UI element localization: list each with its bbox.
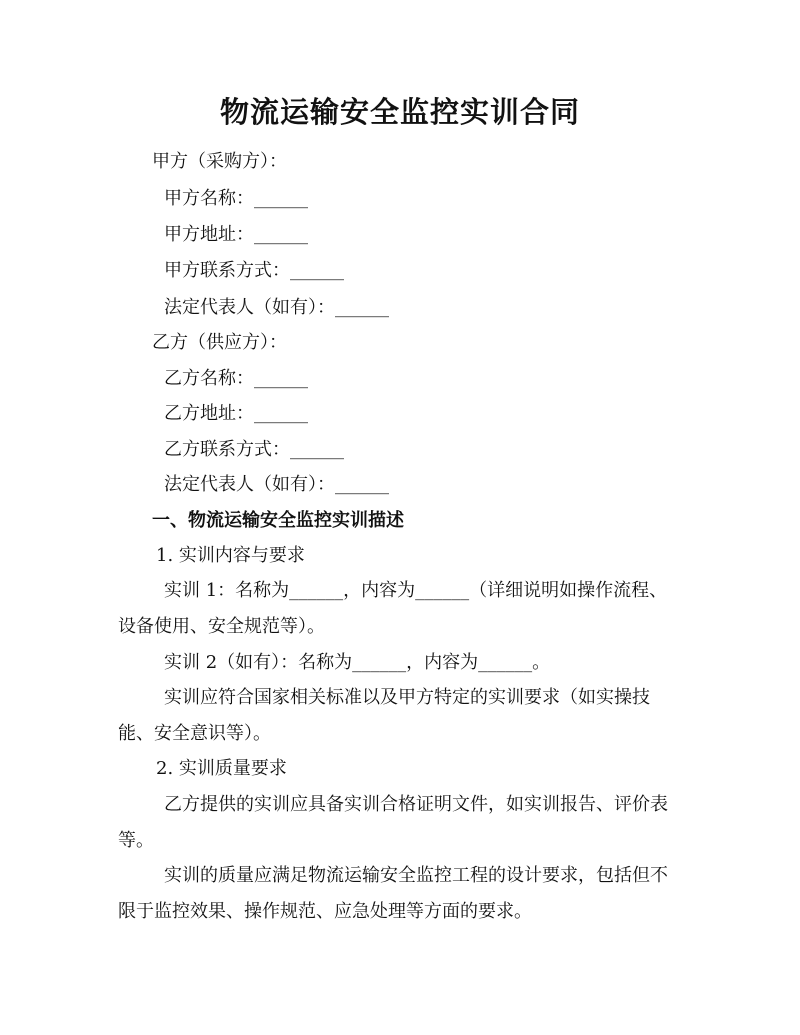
training-1-paragraph-line-1: 实训 1：名称为______，内容为______（详细说明如操作流程、 bbox=[164, 580, 668, 601]
training-1-paragraph-line-2: 设备使用、安全规范等）。 bbox=[118, 616, 325, 637]
party-a-representative: 法定代表人（如有）：______ bbox=[164, 297, 389, 318]
training-2-paragraph: 实训 2（如有）：名称为______，内容为______。 bbox=[164, 652, 551, 673]
party-a-name: 甲方名称：______ bbox=[164, 188, 308, 209]
subsection-2-heading: 2. 实训质量要求 bbox=[156, 758, 287, 779]
party-b-contact: 乙方联系方式：______ bbox=[164, 439, 344, 460]
party-b-address: 乙方地址：______ bbox=[164, 403, 308, 424]
party-b-name: 乙方名称：______ bbox=[164, 368, 308, 389]
document-title: 物流运输安全监控实训合同 bbox=[219, 95, 580, 129]
party-b-heading: 乙方（供应方）： bbox=[152, 332, 287, 353]
standards-paragraph-line-1: 实训应符合国家相关标准以及甲方特定的实训要求（如实操技 bbox=[164, 687, 650, 708]
party-a-contact: 甲方联系方式：______ bbox=[164, 260, 344, 281]
certificate-paragraph-line-1: 乙方提供的实训应具备实训合格证明文件，如实训报告、评价表 bbox=[164, 794, 668, 815]
standards-paragraph-line-2: 能、安全意识等）。 bbox=[118, 723, 271, 744]
quality-paragraph-line-1: 实训的质量应满足物流运输安全监控工程的设计要求，包括但不 bbox=[164, 865, 668, 886]
section-1-heading: 一、物流运输安全监控实训描述 bbox=[152, 510, 404, 531]
party-a-address: 甲方地址：______ bbox=[164, 224, 308, 245]
party-b-representative: 法定代表人（如有）：______ bbox=[164, 474, 389, 495]
party-a-heading: 甲方（采购方）： bbox=[152, 151, 287, 172]
subsection-1-heading: 1. 实训内容与要求 bbox=[156, 545, 305, 566]
certificate-paragraph-line-2: 等。 bbox=[118, 830, 154, 851]
quality-paragraph-line-2: 限于监控效果、操作规范、应急处理等方面的要求。 bbox=[118, 901, 532, 922]
